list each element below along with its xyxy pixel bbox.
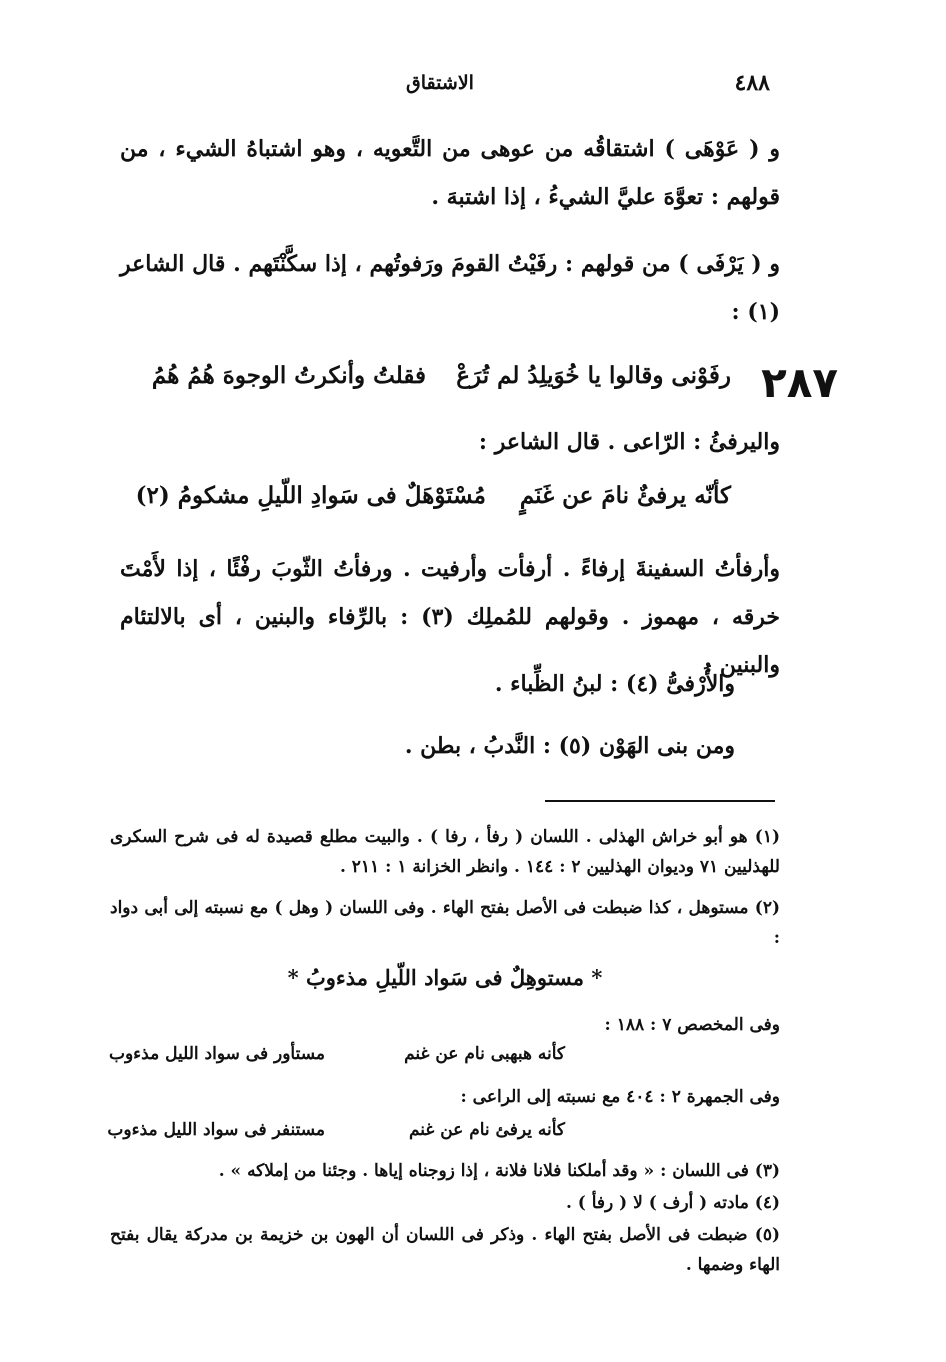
- verse-2-second-hemistich: مُسْتَوْهَلٌ فى سَوادِ اللّيلِ مشكومُ (٢): [135, 482, 486, 509]
- verse-number: ٢٨٧: [761, 358, 838, 407]
- entry-arfa: وأرفأتُ السفينةَ إرفاءً . أرفأت وأرفيت . ورفأتُ الثّوبَ رفْئًا ، إذا لأَمْتَ خرقه ، مهموز . وقولهم للمُملِك (٣) : بالرِّفاء والبنين ، أى بالالتئام والبنين .: [120, 556, 780, 678]
- jamhara-verse-first: كأنه يرفئ نام عن غنم: [408, 1120, 565, 1140]
- mukhassas-verse-second: مستأور فى سواد الليل مذءوب: [108, 1044, 325, 1064]
- verse-2-first-hemistich: كأنّه يرفئٌ نامَ عن غَنَمٍ: [519, 482, 731, 509]
- footnote-2-quoted-verse: * مستوهِلٌ فى سَواد اللّيلِ مذءوبُ *: [287, 965, 603, 990]
- page-header: [100, 70, 780, 100]
- footnote-separator: [545, 800, 775, 802]
- definition-line: واليرفئُ : الرّاعى . قال الشاعر :: [478, 429, 780, 455]
- footnote-2-mukhassas-ref: وفى المخصص ٧ : ١٨٨ :: [604, 1015, 780, 1035]
- footnote-2-jamhara-ref: وفى الجمهرة ٢ : ٤٠٤ مع نسبته إلى الراعى :: [460, 1087, 780, 1107]
- verse-287-second-hemistich: فقلتُ وأنكرتُ الوجوهَ هُمُ هُمُ: [151, 362, 426, 389]
- mukhassas-verse-first: كأنه هبهبى نام عن غنم: [404, 1044, 565, 1064]
- entry-bani-al-hawn: ومن بنى الهَوْن (٥) : النَّدبُ ، بطن .: [404, 733, 735, 759]
- page-number: ٤٨٨: [734, 70, 770, 96]
- footnote-1: (١) هو أبو خراش الهذلى . اللسان ( رفأ ، رفا ) . والبيت مطلع قصيدة له فى شرح السكرى للهذليين ٧١ وديوان الهذليين ٢ : ١٤٤ . وانظر الخزانة ١ : ٢١١ .: [110, 827, 780, 877]
- entry-yarfa: و ( يَرْفَى ) من قولهم : رفَيْتُ القومَ ورَفوتُهم ، إذا سكَّنْتَهم . قال الشاعر (١) :: [120, 251, 780, 325]
- jamhara-verse-second: مستنفر فى سواد الليل مذءوب: [107, 1120, 325, 1140]
- footnote-4: (٤) مادته ( أرف ) لا ( رفأ ) .: [565, 1193, 780, 1213]
- footnote-2: (٢) مستوهل ، كذا ضبطت فى الأصل بفتح الهاء . وفى اللسان ( وهل ) مع نسبته إلى أبى دواد :: [110, 898, 780, 948]
- running-title: الاشتقاق: [406, 72, 474, 94]
- verse-287-first-hemistich: رفَوْنى وقالوا يا خُوَيلِدُ لم تُرَعْ: [456, 362, 731, 389]
- footnote-3: (٣) فى اللسان : « وقد أملكنا فلانا فلانة ، إذا زوجناه إياها . وجئنا من إملاكه » .: [218, 1161, 780, 1181]
- footnote-5: (٥) ضبطت فى الأصل بفتح الهاء . وذكر فى اللسان أن الهون بن خزيمة بن مدركة يقال بفتح الهاء وضمها .: [110, 1225, 780, 1275]
- entry-arqa: والأُرْفىُّ (٤) : لبنُ الظِّباء .: [494, 671, 735, 697]
- entry-awha: و ( عَوْهَى ) اشتقاقُه من عوهى من التَّعويه ، وهو اشتباهُ الشيء ، من قولهم : تعوَّهَ عليَّ الشيءُ ، إذا اشتبهَ .: [120, 136, 780, 210]
